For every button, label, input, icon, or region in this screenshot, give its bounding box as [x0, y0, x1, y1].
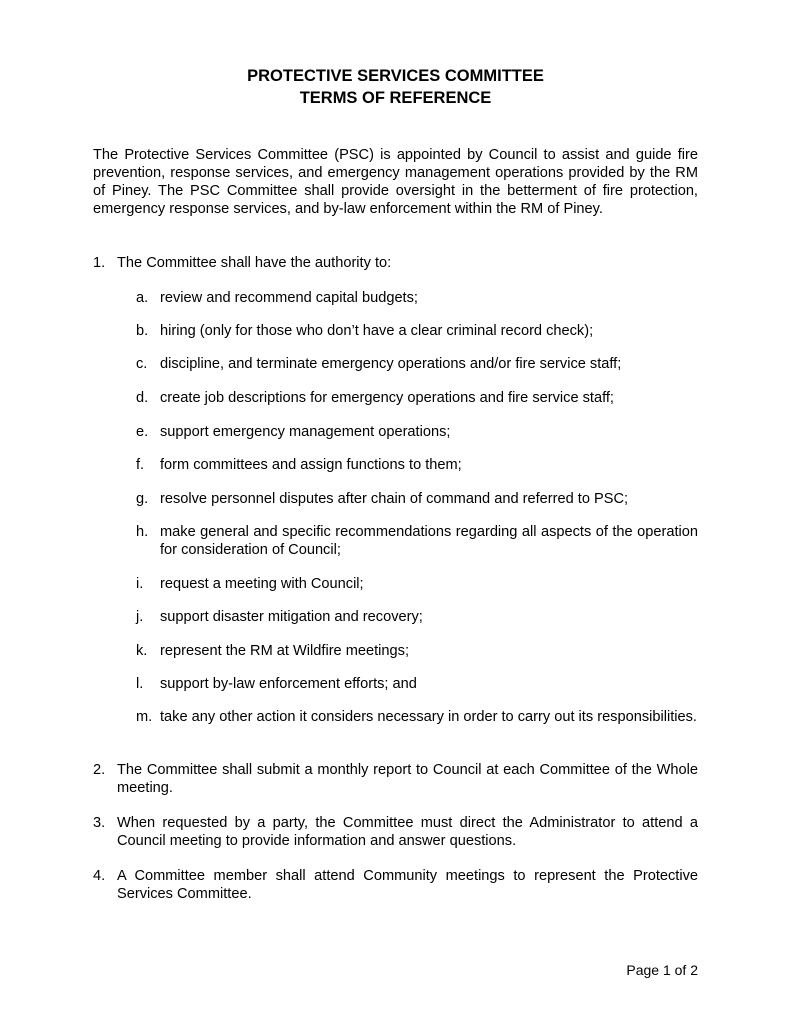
sub-item-text: review and recommend capital budgets;: [160, 290, 418, 306]
sub-item-text: resolve personnel disputes after chain of command and referred to PSC;: [160, 491, 629, 507]
list-item-text: A Committee member shall attend Community meetings to represent the Protective Services Committee.: [117, 868, 698, 902]
sub-item-text: form committees and assign functions to them;: [160, 457, 462, 473]
document-title: PROTECTIVE SERVICES COMMITTEE: [247, 67, 544, 85]
list-item-text: The Committee shall submit a monthly report to Council at each Committee of the Whole meeting.: [117, 762, 698, 796]
sub-item-letter: c.: [136, 356, 148, 372]
list-item-text: When requested by a party, the Committee must direct the Administrator to attend a Council meeting to provide information and answer questions.: [117, 815, 698, 849]
sub-item-letter: k.: [136, 643, 148, 659]
sub-item-letter: b.: [136, 323, 149, 339]
list-item-number: 2.: [93, 762, 106, 778]
sub-item-text: take any other action it considers necessary in order to carry out its responsibilities.: [160, 709, 697, 725]
list-item-number: 4.: [93, 868, 106, 884]
intro-paragraph: The Protective Services Committee (PSC) is appointed by Council to assist and guide fire prevention, response services, and emergency management operations provided by the RM of Piney. The PSC Committee shall provide oversight in the betterment of fire protection, emergency response services, and by-law enforcement within the RM of Piney.: [93, 147, 698, 217]
sub-item-letter: m.: [136, 709, 153, 725]
page-number: Page 1 of 2: [626, 962, 698, 978]
sub-item-letter: g.: [136, 491, 149, 507]
sub-item-text: make general and specific recommendations regarding all aspects of the operation for consideration of Council;: [160, 524, 698, 558]
sub-item-letter: d.: [136, 390, 149, 406]
list-item-text: The Committee shall have the authority to:: [117, 255, 392, 271]
sub-item-text: support emergency management operations;: [160, 424, 451, 440]
sub-item-letter: h.: [136, 524, 149, 540]
sub-item-letter: e.: [136, 424, 149, 440]
sub-item-text: represent the RM at Wildfire meetings;: [160, 643, 409, 659]
list-item-number: 1.: [93, 255, 106, 271]
sub-item-letter: i.: [136, 576, 144, 592]
sub-item-letter: l.: [136, 676, 144, 692]
sub-item-text: hiring (only for those who don’t have a clear criminal record check);: [160, 323, 594, 339]
sub-item-text: support by-law enforcement efforts; and: [160, 676, 417, 692]
sub-item-text: request a meeting with Council;: [160, 576, 364, 592]
sub-item-text: support disaster mitigation and recovery;: [160, 609, 423, 625]
sub-item-text: create job descriptions for emergency operations and fire service staff;: [160, 390, 614, 406]
sub-item-letter: j.: [136, 609, 144, 625]
list-item-number: 3.: [93, 815, 106, 831]
sub-item-letter: f.: [136, 457, 145, 473]
document-subtitle: TERMS OF REFERENCE: [299, 89, 492, 107]
sub-item-text: discipline, and terminate emergency operations and/or fire service staff;: [160, 356, 622, 372]
sub-item-letter: a.: [136, 290, 149, 306]
